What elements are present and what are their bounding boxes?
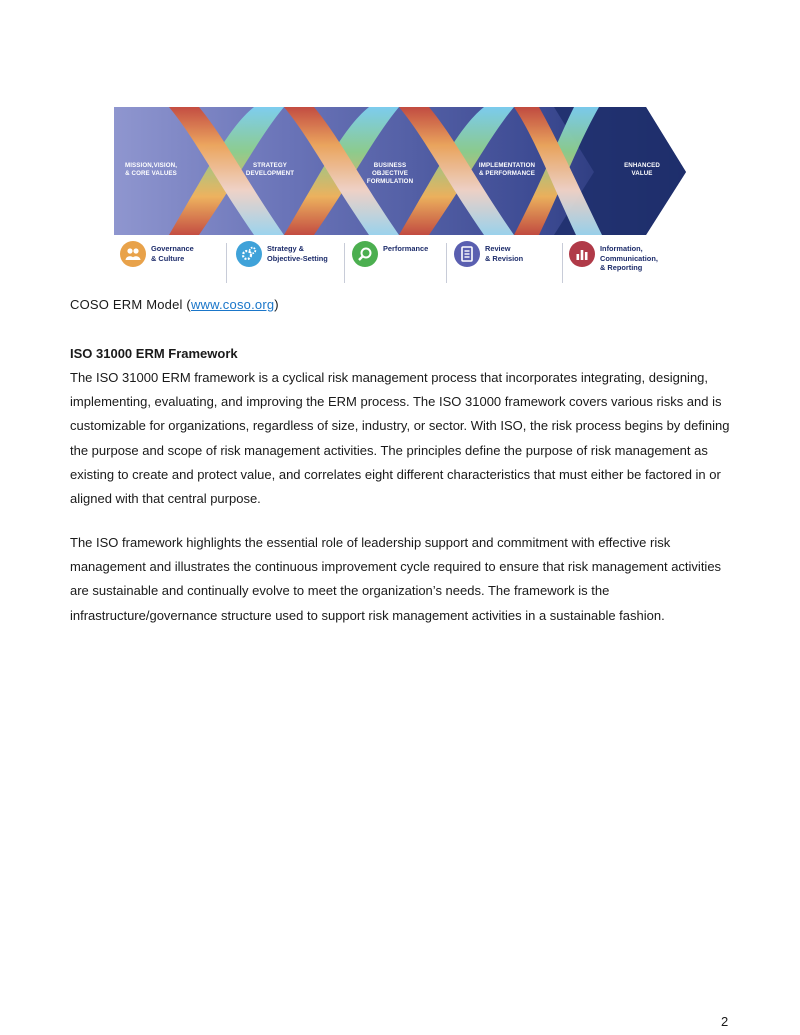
paragraph-iso-leadership: The ISO framework highlights the essential role of leadership support and commitment with effective risk management and illustrates the continuous improvement cycle required to ensure that risk management activities are sustainable and continually evolve to meet the organization’s needs. The framework is the infrastructure/governance structure used to support risk management activities in a sustainable fashion. <box>70 535 722 623</box>
component-review <box>454 241 523 281</box>
component-label: Governance & Culture <box>151 244 194 263</box>
page-number: 2 <box>721 1014 729 1029</box>
component-performance <box>352 241 428 281</box>
section-heading: ISO 31000 ERM Framework <box>70 346 238 361</box>
stage-implementation: IMPLEMENTATION & PERFORMANCE <box>478 162 536 177</box>
divider <box>562 243 563 283</box>
coso-link[interactable]: www.coso.org <box>190 297 275 312</box>
stage-mission: MISSION,VISION, & CORE VALUES <box>124 162 178 177</box>
paragraph-iso-overview: The ISO 31000 ERM framework is a cyclical risk management process that incorporates integrating, designing, implementing, evaluating, and improving the ERM process. The ISO 31000 framework covers various risks and is customizable for organizations, regardless of size, industry, or sector. With ISO, the risk process begins by defining the purpose and scope of risk management activities. The principles define the purpose of risk management as existing to create and protect value, and correlates eight different characteristics that must either be factored in or aligned with that central purpose. <box>70 370 730 507</box>
divider <box>446 243 447 283</box>
stage-enhanced-value: ENHANCED VALUE <box>624 162 660 177</box>
figure-caption <box>70 297 279 312</box>
component-information <box>569 241 658 281</box>
component-label: Performance <box>383 244 429 253</box>
divider <box>226 243 227 283</box>
component-label: Strategy & Objective-Setting <box>267 244 328 263</box>
people-icon <box>120 241 146 267</box>
divider <box>344 243 345 283</box>
component-governance <box>120 241 194 281</box>
caption-suffix: ) <box>274 297 279 312</box>
stage-business-objective: BUSINESS OBJECTIVE FORMULATION <box>366 162 414 185</box>
coso-erm-figure <box>114 107 688 285</box>
component-label: Information, Communication, & Reporting <box>600 244 658 273</box>
magnifier-icon <box>352 241 378 267</box>
caption-prefix: COSO ERM Model ( <box>70 297 191 312</box>
document-icon <box>454 241 480 267</box>
stage-strategy: STRATEGY DEVELOPMENT <box>245 162 295 177</box>
component-strategy <box>236 241 328 281</box>
component-label: Review & Revision <box>485 244 524 263</box>
gears-icon <box>236 241 262 267</box>
bar-chart-icon <box>569 241 595 267</box>
